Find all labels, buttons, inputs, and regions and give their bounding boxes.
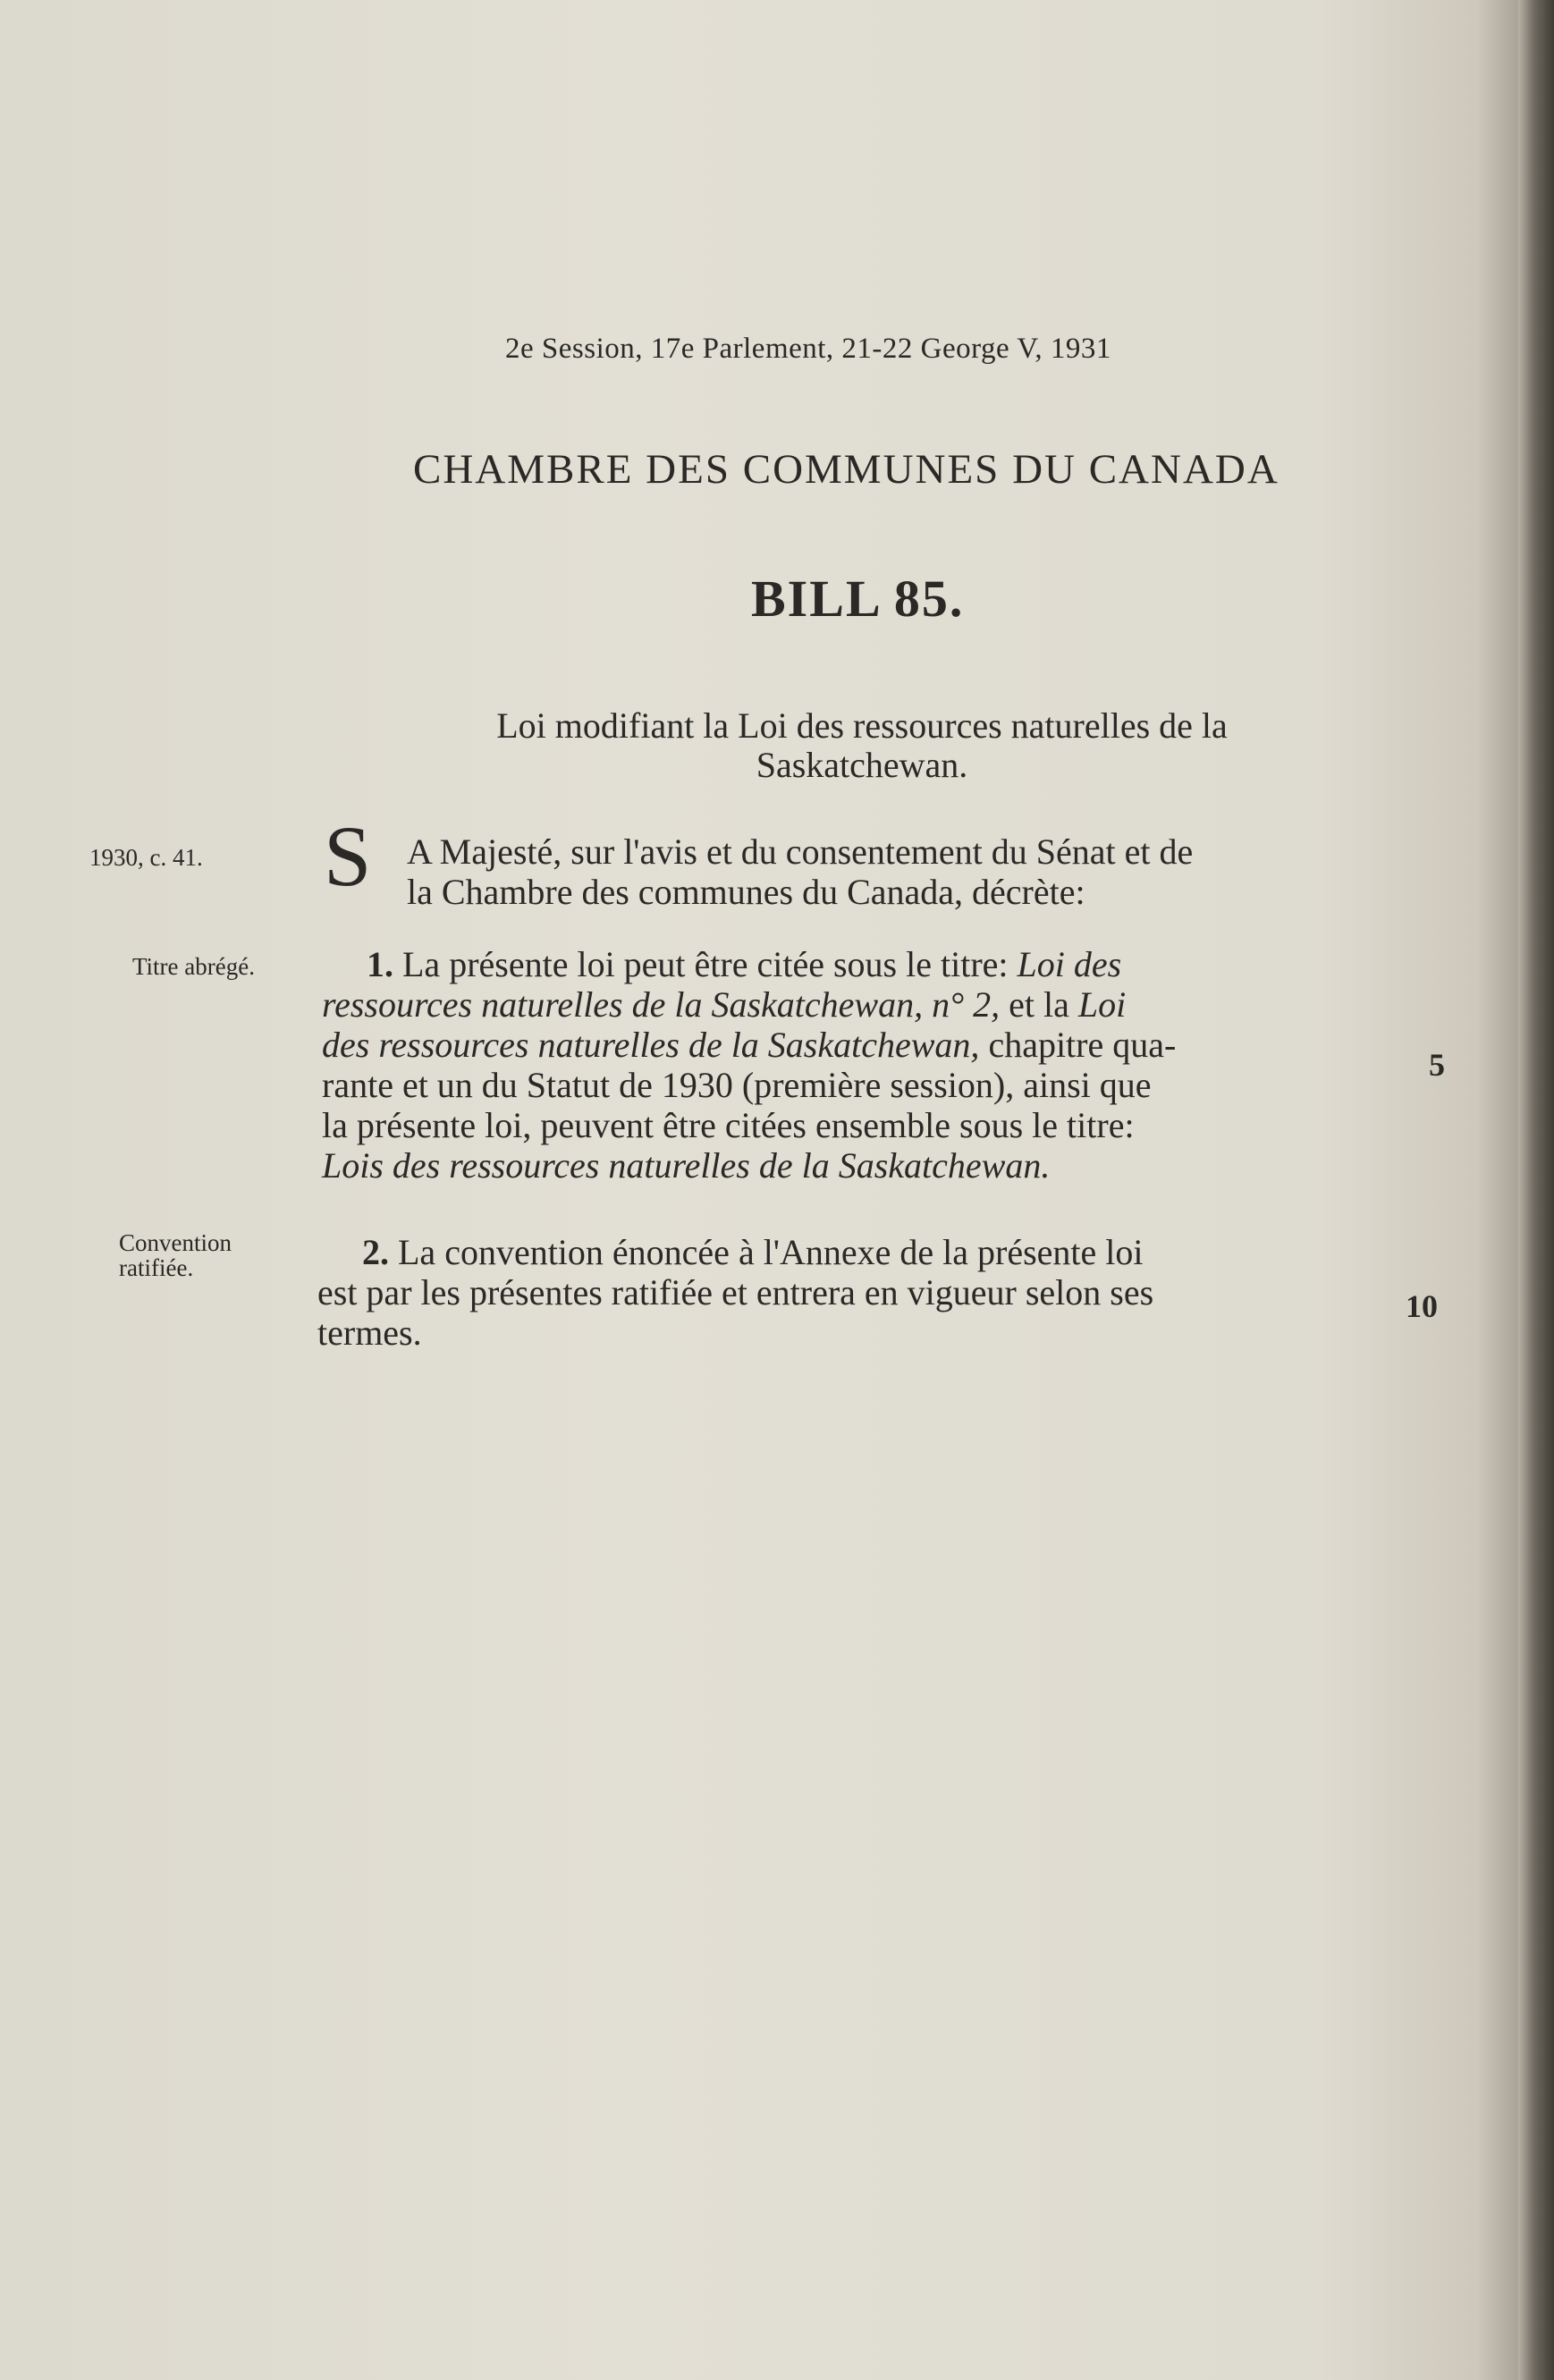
clause-1-line-4: rante et un du Statut de 1930 (première session), ainsi que	[322, 1065, 1152, 1105]
clause-1-text-a: La présente loi peut être citée sous le titre:	[393, 944, 1018, 984]
clause-2-line-2: est par les présentes ratifiée et entrera en vigueur selon ses	[317, 1272, 1154, 1312]
enacting-line-2: la Chambre des communes du Canada, décrète:	[407, 872, 1085, 912]
line-number-10: 10	[1406, 1288, 1438, 1324]
clause-2-number: 2.	[362, 1232, 389, 1272]
clause-1	[322, 944, 1176, 1186]
bill-number: BILL 85.	[751, 570, 965, 628]
margin-note-convention	[119, 1230, 232, 1280]
clause-1-text-b: Loi des	[1017, 944, 1122, 984]
long-title-line-1: Loi modifiant la Loi des ressources naturelles de la	[496, 705, 1228, 746]
clause-1-line-6-italic: Lois des ressources naturelles de la Saskatchewan.	[322, 1145, 1051, 1186]
long-title	[361, 706, 1363, 785]
clause-1-line-2-italic-b: Loi	[1077, 984, 1127, 1025]
margin-note-convention-line-1: Convention	[119, 1229, 232, 1256]
enacting-dropcap: S	[324, 808, 372, 904]
clause-2-line-3: termes.	[317, 1312, 422, 1353]
margin-note-short-title: Titre abrégé.	[132, 953, 255, 980]
clause-1-line-2-italic: ressources naturelles de la Saskatchewan, n° 2,	[322, 984, 1001, 1025]
clause-1-line-2	[322, 984, 1176, 1025]
clause-1-line-3-text: chapitre qua-	[979, 1025, 1177, 1065]
page-binding-edge	[1518, 0, 1554, 2380]
chamber-heading: CHAMBRE DES COMMUNES DU CANADA	[413, 446, 1280, 493]
clause-2	[317, 1232, 1153, 1353]
margin-note-citation: 1930, c. 41.	[89, 844, 203, 871]
clause-1-line-5: la présente loi, peuvent être citées ensemble sous le titre:	[322, 1105, 1135, 1145]
clause-2-text-a: La convention énoncée à l'Annexe de la présente loi	[389, 1232, 1144, 1272]
session-heading: 2e Session, 17e Parlement, 21-22 George V, 1931	[505, 333, 1111, 365]
clause-1-line-2-text: et la	[1000, 984, 1078, 1025]
clause-2-line-1	[317, 1232, 1153, 1272]
clause-1-line-3	[322, 1025, 1176, 1065]
clause-1-line-6	[322, 1145, 1176, 1186]
enacting-clause	[407, 831, 1193, 912]
enacting-line-1: A Majesté, sur l'avis et du consentement du Sénat et de	[407, 831, 1194, 872]
clause-1-line-1	[322, 944, 1176, 984]
clause-1-number: 1.	[367, 944, 393, 984]
margin-note-convention-line-2: ratifiée.	[119, 1254, 194, 1281]
clause-1-line-3-italic: des ressources naturelles de la Saskatchewan,	[322, 1025, 980, 1065]
long-title-line-2: Saskatchewan.	[756, 745, 968, 785]
line-number-5: 5	[1429, 1047, 1445, 1083]
